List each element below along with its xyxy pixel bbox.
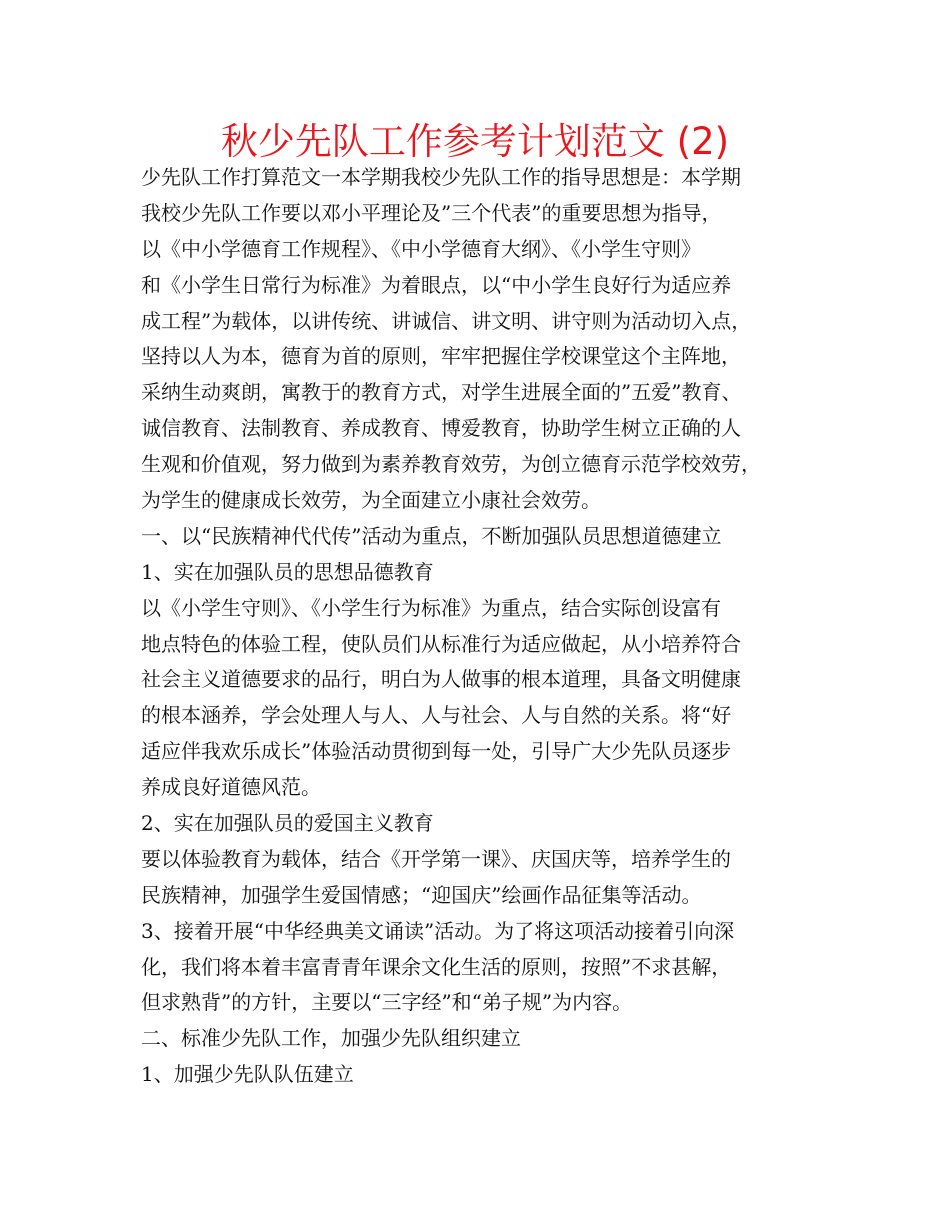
body-line: 采纳生动爽朗，寓教于的教育方式，对学生进展全面的”五爱”教育、 [141, 380, 742, 405]
body-line: 养成良好道德风范。 [141, 775, 321, 800]
body-line: 要以体验教育为载体，结合《开学第一课》、庆国庆等，培养学生的 [141, 846, 731, 871]
document-body [141, 160, 831, 1093]
body-line: 诚信教育、法制教育、养成教育、博爱教育，协助学生树立正确的人 [141, 416, 741, 441]
body-line: 为学生的健康成长效劳，为全面建立小康社会效劳。 [141, 488, 601, 513]
subsection-heading: 2、实在加强队员的爱国主义教育 [141, 811, 434, 836]
body-line: 但求熟背”的方针，主要以“三字经”和“弟子规”为内容。 [141, 990, 633, 1015]
document-title: 秋少先队工作参考计划范文 (2) [220, 120, 730, 163]
body-line: 地点特色的体验工程，使队员们从标准行为适应做起，从小培养符合 [141, 631, 741, 656]
body-line: 以《小学生守则》、《小学生行为标准》为重点，结合实际创设富有 [141, 595, 721, 620]
section-heading: 一、以“民族精神代代传”活动为重点，不断加强队员思想道德建立 [141, 523, 722, 548]
body-line: 适应伴我欢乐成长”体验活动贯彻到每一处，引导广大少先队员逐步 [141, 739, 732, 764]
body-line: 社会主义道德要求的品行，明白为人做事的根本道理，具备文明健康 [141, 667, 741, 692]
body-line: 以《中小学德育工作规程》、《中小学德育大纲》、《小学生守则》 [141, 236, 701, 261]
body-line: 的根本涵养，学会处理人与人、人与社会、人与自然的关系。将“好 [141, 703, 732, 728]
body-line: 我校少先队工作要以邓小平理论及”三个代表”的重要思想为指导， [141, 200, 722, 225]
body-line: 和《小学生日常行为标准》为着眼点，以“中小学生良好行为适应养 [141, 272, 732, 297]
body-line: 生观和价值观，努力做到为素养教育效劳，为创立德育示范学校效劳， [141, 452, 761, 477]
body-line: 民族精神，加强学生爱国情感；“迎国庆”绘画作品征集等活动。 [141, 882, 702, 907]
section-heading: 二、标准少先队工作，加强少先队组织建立 [141, 1026, 521, 1051]
body-line: 少先队工作打算范文一本学期我校少先队工作的指导思想是：本学期 [141, 165, 741, 189]
subsection-heading: 3、接着开展“中华经典美文诵读”活动。为了将这项活动接着引向深 [141, 918, 735, 943]
body-line: 化，我们将本着丰富青青年课余文化生活的原则，按照”不求甚解， [141, 954, 732, 979]
body-line: 坚持以人为本，德育为首的原则，牢牢把握住学校课堂这个主阵地， [141, 344, 741, 369]
subsection-heading: 1、加强少先队队伍建立 [141, 1062, 354, 1087]
subsection-heading: 1、实在加强队员的思想品德教育 [141, 559, 434, 584]
body-line: 成工程”为载体，以讲传统、讲诚信、讲文明、讲守则为活动切入点， [141, 308, 752, 333]
